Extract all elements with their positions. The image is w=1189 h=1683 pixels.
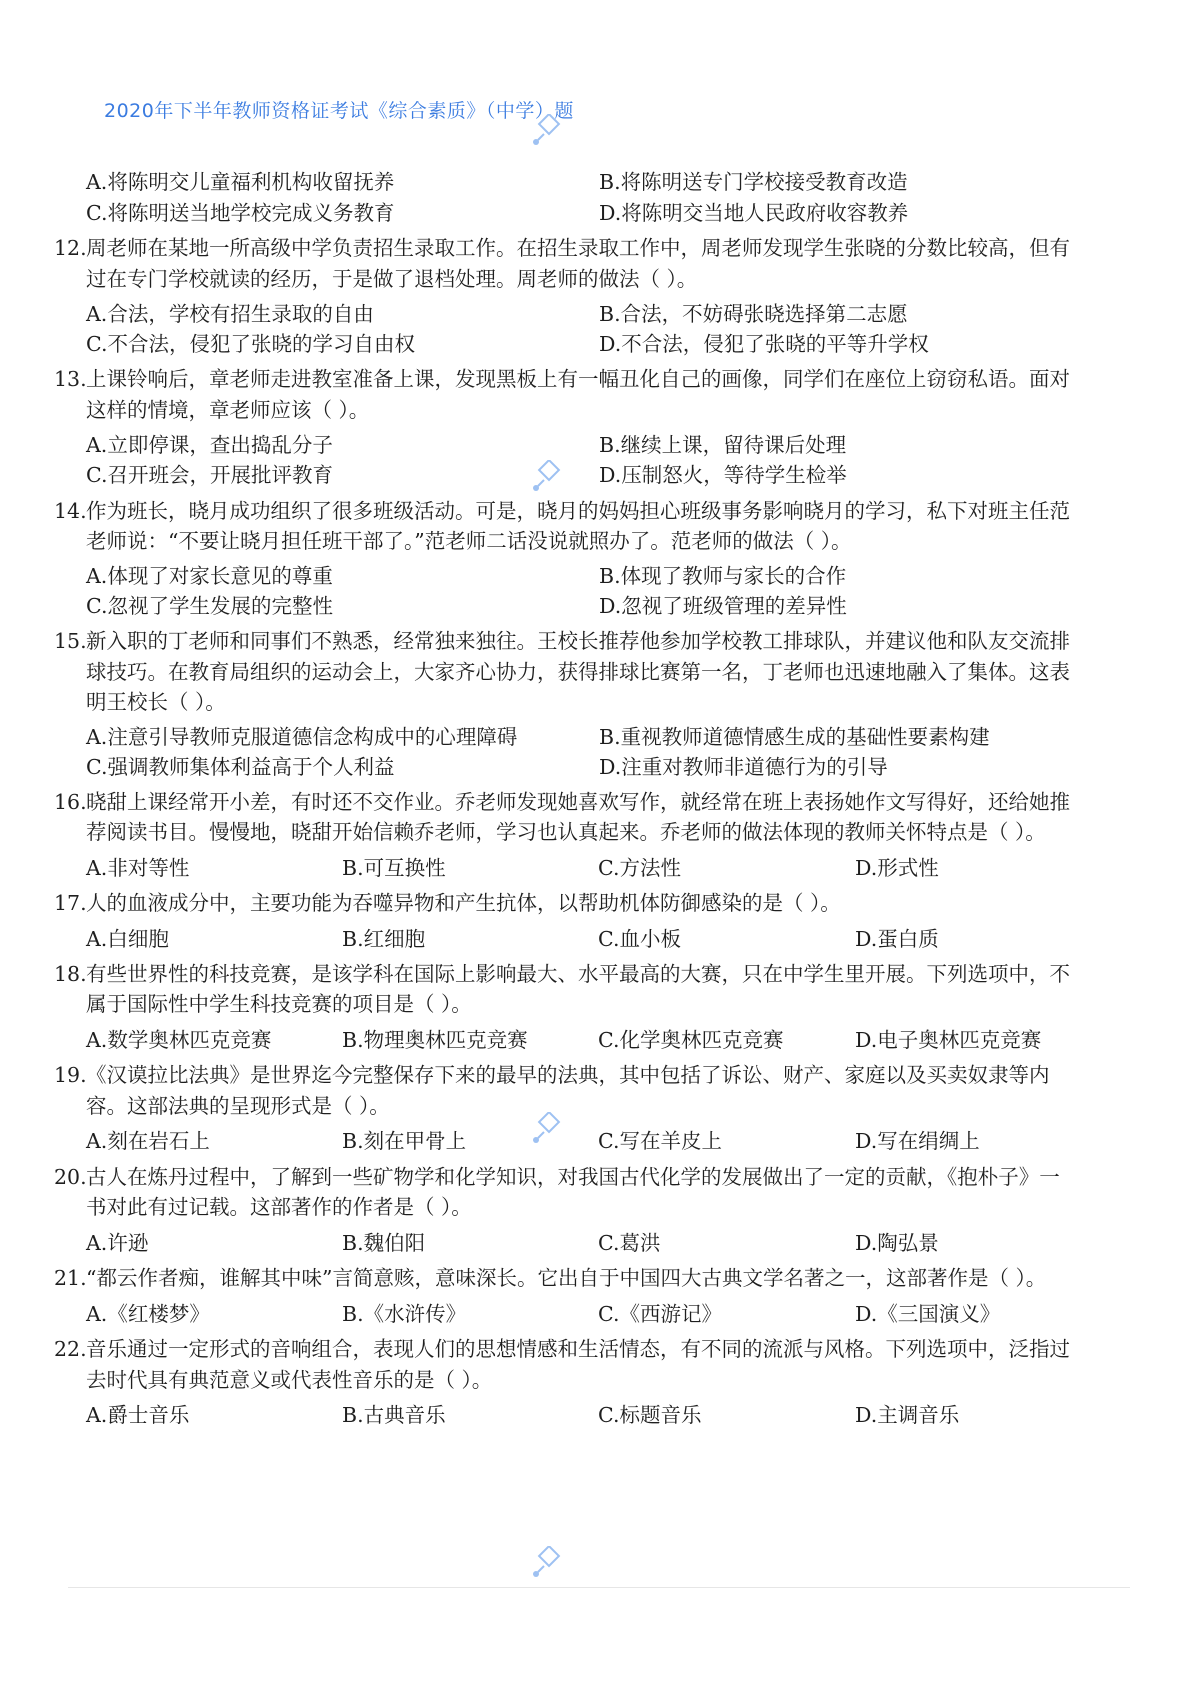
option-c: C.方法性: [598, 856, 681, 880]
question-text: 书对此有过记载。这部著作的作者是（ ）。: [86, 1195, 472, 1219]
option-d: D.压制怒火，等待学生检举: [599, 463, 847, 487]
question-number: 16.: [54, 790, 87, 814]
question-number: 12.: [54, 236, 87, 260]
question-text: 老师说：“不要让晓月担任班干部了。”范老师二话没说就照办了。范老师的做法（ ）。: [86, 529, 852, 553]
option-a: A.体现了对家长意见的尊重: [86, 564, 333, 588]
option-b: B.合法，不妨碍张晓选择第二志愿: [599, 302, 908, 326]
option-d: D.《三国演义》: [855, 1302, 1001, 1326]
question-text: 新入职的丁老师和同事们不熟悉，经常独来独往。王校长推荐他参加学校教工排球队，并建议他和队友交流排: [86, 629, 1070, 653]
footer-divider: [68, 1587, 1130, 1588]
question-text: 古人在炼丹过程中，了解到一些矿物学和化学知识，对我国古代化学的发展做出了一定的贡献，《抱朴子》一: [86, 1165, 1060, 1189]
option-d: D.注重对教师非道德行为的引导: [599, 755, 888, 779]
question-number: 18.: [54, 962, 87, 986]
watermark-logo: [528, 114, 562, 148]
watermark-logo: [528, 1112, 562, 1146]
watermark-logo: [528, 1546, 562, 1580]
question-text: 有些世界性的科技竞赛，是该学科在国际上影响最大、水平最高的大赛，只在中学生里开展。下列选项中，不: [86, 962, 1070, 986]
question-text: 这样的情境，章老师应该（ ）。: [86, 398, 370, 422]
option-a: A.将陈明交儿童福利机构收留抚养: [86, 170, 395, 194]
question-text: 去时代具有典范意义或代表性音乐的是（ ）。: [86, 1368, 493, 1392]
option-d: D.主调音乐: [855, 1403, 960, 1427]
option-a: A.《红楼梦》: [86, 1302, 210, 1326]
option-a: A.刻在岩石上: [86, 1129, 210, 1153]
option-b: B.物理奥林匹克竞赛: [342, 1028, 528, 1052]
option-a: A.数学奥林匹克竞赛: [86, 1028, 272, 1052]
option-c: C.不合法，侵犯了张晓的学习自由权: [86, 332, 415, 356]
option-c: C.将陈明送当地学校完成义务教育: [86, 201, 395, 225]
option-b: B.刻在甲骨上: [342, 1129, 467, 1153]
option-d: D.不合法，侵犯了张晓的平等升学权: [599, 332, 929, 356]
option-c: C.血小板: [598, 927, 681, 951]
option-d: D.将陈明交当地人民政府收容教养: [599, 201, 909, 225]
question-text: 过在专门学校就读的经历，于是做了退档处理。周老师的做法（ ）。: [86, 267, 698, 291]
question-number: 13.: [54, 367, 87, 391]
question-number: 14.: [54, 499, 87, 523]
option-b: B.可互换性: [342, 856, 446, 880]
option-a: A.白细胞: [86, 927, 169, 951]
option-a: A.许逊: [86, 1231, 149, 1255]
option-c: C.忽视了学生发展的完整性: [86, 594, 333, 618]
option-a: A.爵士音乐: [86, 1403, 190, 1427]
option-a: A.合法，学校有招生录取的自由: [86, 302, 374, 326]
option-b: B.红细胞: [342, 927, 426, 951]
question-number: 17.: [54, 891, 87, 915]
option-b: B.古典音乐: [342, 1403, 446, 1427]
question-number: 21.: [54, 1266, 87, 1290]
question-text: 容。这部法典的呈现形式是（ ）。: [86, 1094, 390, 1118]
option-c: C.写在羊皮上: [598, 1129, 722, 1153]
question-number: 15.: [54, 629, 87, 653]
option-c: C.葛洪: [598, 1231, 661, 1255]
option-b: B.魏伯阳: [342, 1231, 426, 1255]
question-text: 周老师在某地一所高级中学负责招生录取工作。在招生录取工作中，周老师发现学生张晓的分数比较高，但有: [86, 236, 1070, 260]
question-text: 球技巧。在教育局组织的运动会上，大家齐心协力，获得排球比赛第一名，丁老师也迅速地融入了集体。这表: [86, 660, 1070, 684]
question-text: 晓甜上课经常开小差，有时还不交作业。乔老师发现她喜欢写作，就经常在班上表扬她作文写得好，还给她推: [86, 790, 1070, 814]
option-a: A.非对等性: [86, 856, 190, 880]
option-d: D.电子奥林匹克竞赛: [855, 1028, 1042, 1052]
option-c: C.召开班会，开展批评教育: [86, 463, 333, 487]
option-b: B.将陈明送专门学校接受教育改造: [599, 170, 908, 194]
option-d: D.忽视了班级管理的差异性: [599, 594, 847, 618]
option-c: C.化学奥林匹克竞赛: [598, 1028, 784, 1052]
option-d: D.陶弘景: [855, 1231, 939, 1255]
question-number: 22.: [54, 1337, 87, 1361]
question-text: “都云作者痴，谁解其中味”言简意赅，意味深长。它出自于中国四大古典文学名著之一，这部著作是（ ）。: [86, 1266, 1047, 1290]
option-b: B.重视教师道德情感生成的基础性要素构建: [599, 725, 990, 749]
option-b: B.体现了教师与家长的合作: [599, 564, 847, 588]
question-text: 荐阅读书目。慢慢地，晓甜开始信赖乔老师，学习也认真起来。乔老师的做法体现的教师关怀特点是（ ）。: [86, 820, 1046, 844]
option-b: B.继续上课，留待课后处理: [599, 433, 847, 457]
question-number: 20.: [54, 1165, 87, 1189]
option-c: C.强调教师集体利益高于个人利益: [86, 755, 395, 779]
document-title: 2020年下半年教师资格证考试《综合素质》（中学）题: [104, 100, 574, 122]
option-a: A.注意引导教师克服道德信念构成中的心理障碍: [86, 725, 518, 749]
question-text: 人的血液成分中，主要功能为吞噬异物和产生抗体，以帮助机体防御感染的是（ ）。: [86, 891, 841, 915]
question-text: 属于国际性中学生科技竞赛的项目是（ ）。: [86, 992, 472, 1016]
question-text: 音乐通过一定形式的音响组合，表现人们的思想情感和生活情态，有不同的流派与风格。下列选项中，泛指过: [86, 1337, 1070, 1361]
question-text: 明王校长（ ）。: [86, 690, 226, 714]
option-a: A.立即停课，查出捣乱分子: [86, 433, 333, 457]
question-text: 上课铃响后，章老师走进教室准备上课，发现黑板上有一幅丑化自己的画像，同学们在座位上窃窃私语。面对: [86, 367, 1070, 391]
question-number: 19.: [54, 1063, 87, 1087]
option-d: D.写在绢绸上: [855, 1129, 980, 1153]
option-d: D.形式性: [855, 856, 939, 880]
watermark-logo: [528, 460, 562, 494]
option-d: D.蛋白质: [855, 927, 939, 951]
question-text: 《汉谟拉比法典》是世界迄今完整保存下来的最早的法典，其中包括了诉讼、财产、家庭以及买卖奴隶等内: [86, 1063, 1050, 1087]
option-b: B.《水浒传》: [342, 1302, 467, 1326]
option-c: C.标题音乐: [598, 1403, 702, 1427]
question-text: 作为班长，晓月成功组织了很多班级活动。可是，晓月的妈妈担心班级事务影响晓月的学习，私下对班主任范: [86, 499, 1070, 523]
option-c: C.《西游记》: [598, 1302, 722, 1326]
